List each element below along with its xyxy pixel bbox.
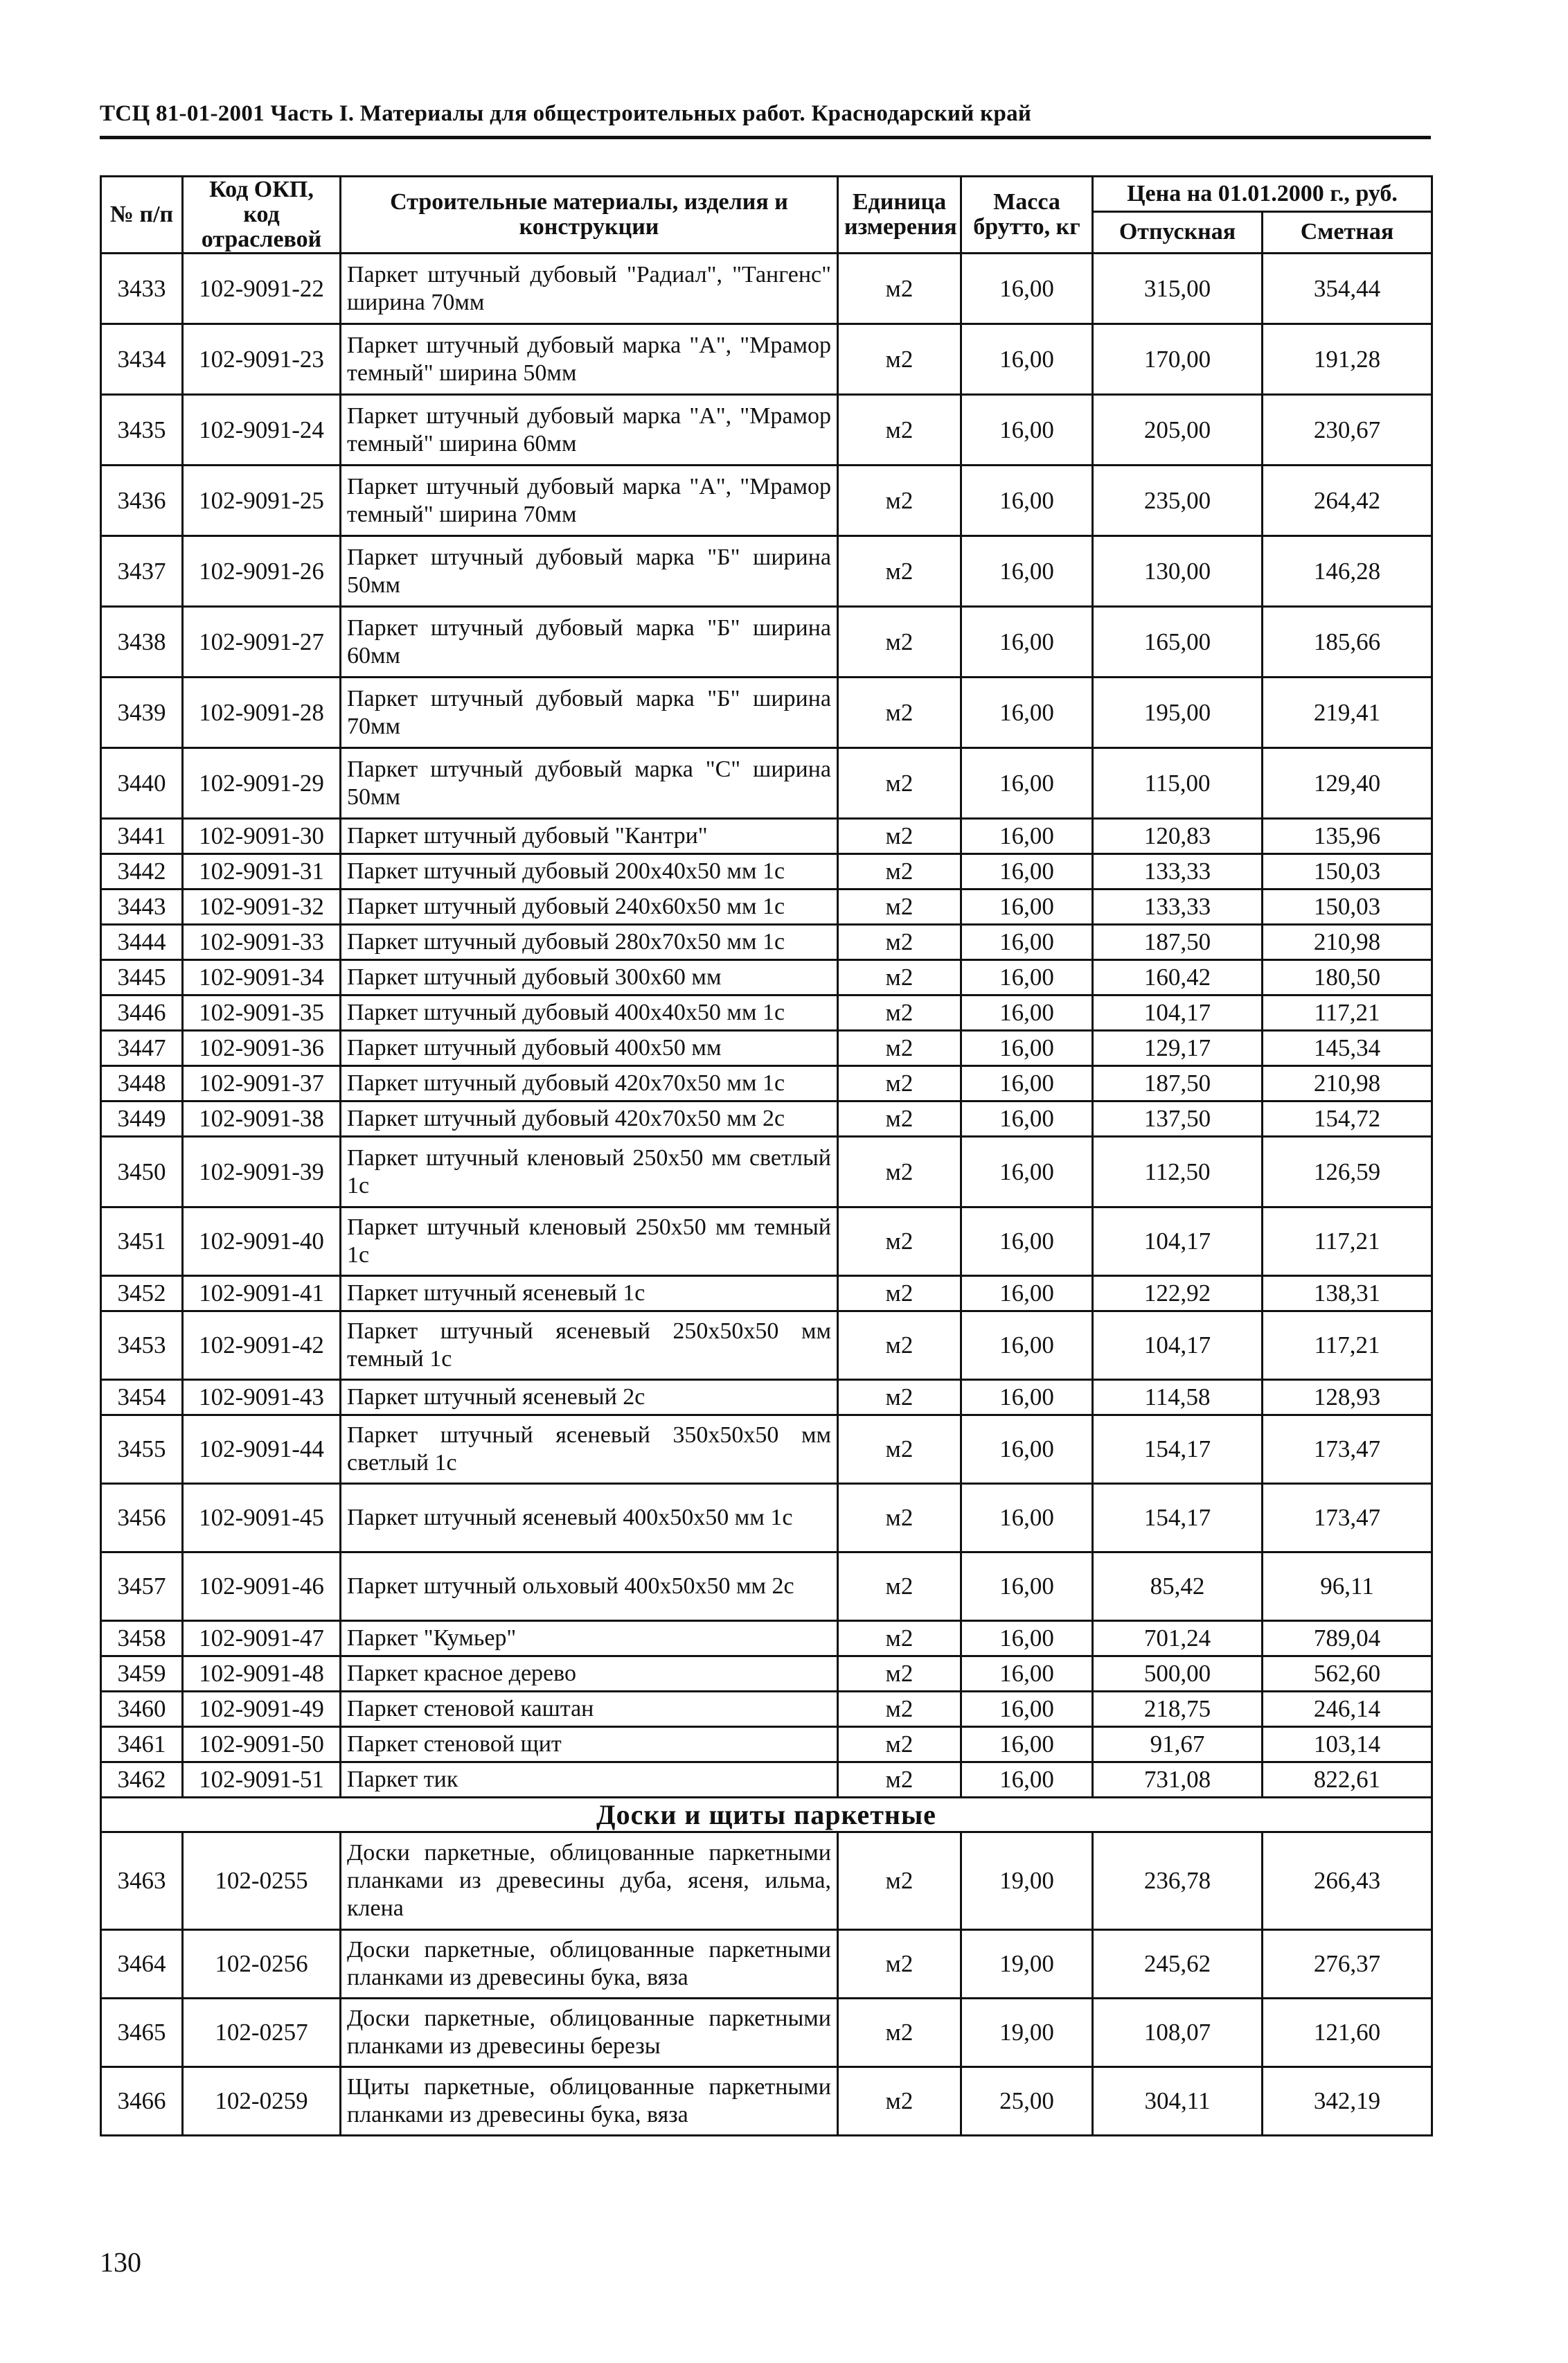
row-num: 3446 [101, 995, 183, 1031]
table-row [101, 1276, 1432, 1311]
row-price-estimate: 822,61 [1263, 1762, 1432, 1798]
row-name: Доски паркетные, облицованные паркетными планками из древесины дуба, ясеня, ильма, клена [341, 1832, 838, 1930]
row-price-estimate: 264,42 [1263, 466, 1432, 536]
table-row [101, 1552, 1432, 1621]
table-row [101, 1832, 1432, 1930]
row-unit: м2 [838, 1311, 961, 1380]
row-mass: 16,00 [961, 1066, 1093, 1101]
table-row [101, 1415, 1432, 1484]
row-name: Паркет штучный дубовый 300х60 мм [341, 960, 838, 995]
row-mass: 16,00 [961, 1031, 1093, 1066]
row-mass: 16,00 [961, 1380, 1093, 1415]
row-unit: м2 [838, 1930, 961, 1999]
row-num: 3441 [101, 819, 183, 854]
row-name: Паркет штучный ясеневый 1с [341, 1276, 838, 1311]
page-header-title: ТСЦ 81-01-2001 Часть I. Материалы для общестроительных работ. Краснодарский край [100, 101, 1032, 126]
row-num: 3466 [101, 2067, 183, 2136]
row-name: Паркет штучный дубовый марка "А", "Мрамор темный" ширина 50мм [341, 324, 838, 395]
row-num: 3448 [101, 1066, 183, 1101]
row-num: 3456 [101, 1484, 183, 1552]
row-price-release: 236,78 [1093, 1832, 1263, 1930]
row-num: 3449 [101, 1101, 183, 1137]
row-unit: м2 [838, 678, 961, 748]
row-unit: м2 [838, 1276, 961, 1311]
row-mass: 16,00 [961, 925, 1093, 960]
row-num: 3458 [101, 1621, 183, 1656]
row-code: 102-9091-33 [183, 925, 341, 960]
row-price-release: 170,00 [1093, 324, 1263, 395]
page-number: 130 [100, 2247, 141, 2278]
row-num: 3457 [101, 1552, 183, 1621]
col-header-name: Строительные материалы, изделия и конструкции [341, 177, 838, 254]
row-mass: 16,00 [961, 254, 1093, 324]
row-price-estimate: 562,60 [1263, 1656, 1432, 1692]
row-num: 3453 [101, 1311, 183, 1380]
table-row [101, 1727, 1432, 1762]
row-price-estimate: 138,31 [1263, 1276, 1432, 1311]
row-price-release: 154,17 [1093, 1415, 1263, 1484]
row-price-release: 304,11 [1093, 2067, 1263, 2136]
row-code: 102-9091-41 [183, 1276, 341, 1311]
row-code: 102-9091-51 [183, 1762, 341, 1798]
row-price-estimate: 135,96 [1263, 819, 1432, 854]
table-header-row [101, 177, 1432, 212]
row-unit: м2 [838, 1999, 961, 2067]
row-price-release: 235,00 [1093, 466, 1263, 536]
row-num: 3459 [101, 1656, 183, 1692]
row-price-release: 91,67 [1093, 1727, 1263, 1762]
row-num: 3439 [101, 678, 183, 748]
row-price-release: 137,50 [1093, 1101, 1263, 1137]
col-header-mass: Масса брутто, кг [961, 177, 1093, 254]
row-num: 3435 [101, 395, 183, 466]
row-price-release: 160,42 [1093, 960, 1263, 995]
row-unit: м2 [838, 466, 961, 536]
row-num: 3450 [101, 1137, 183, 1207]
row-mass: 16,00 [961, 1656, 1093, 1692]
row-price-estimate: 191,28 [1263, 324, 1432, 395]
row-mass: 16,00 [961, 395, 1093, 466]
row-unit: м2 [838, 960, 961, 995]
row-num: 3452 [101, 1276, 183, 1311]
row-code: 102-9091-27 [183, 607, 341, 678]
table-row [101, 395, 1432, 466]
row-name: Паркет штучный дубовый "Радиал", "Тангенс" ширина 70мм [341, 254, 838, 324]
table-row [101, 854, 1432, 890]
row-price-estimate: 180,50 [1263, 960, 1432, 995]
row-mass: 16,00 [961, 1552, 1093, 1621]
row-mass: 16,00 [961, 1762, 1093, 1798]
row-name: Паркет штучный ясеневый 250х50х50 мм темный 1с [341, 1311, 838, 1380]
row-unit: м2 [838, 1207, 961, 1276]
table-row [101, 1692, 1432, 1727]
row-name: Паркет штучный дубовый марка "Б" ширина 70мм [341, 678, 838, 748]
row-price-release: 731,08 [1093, 1762, 1263, 1798]
table-row [101, 1762, 1432, 1798]
row-name: Паркет стеновой каштан [341, 1692, 838, 1727]
col-header-price-estimate: Сметная [1263, 211, 1432, 253]
row-price-estimate: 154,72 [1263, 1101, 1432, 1137]
table-row [101, 1207, 1432, 1276]
row-code: 102-9091-50 [183, 1727, 341, 1762]
row-code: 102-9091-43 [183, 1380, 341, 1415]
row-num: 3440 [101, 748, 183, 819]
row-num: 3436 [101, 466, 183, 536]
row-name: Паркет штучный дубовый марка "Б" ширина 50мм [341, 536, 838, 607]
table-row [101, 890, 1432, 925]
row-code: 102-9091-23 [183, 324, 341, 395]
row-price-estimate: 266,43 [1263, 1832, 1432, 1930]
row-num: 3442 [101, 854, 183, 890]
section-title: Доски и щиты паркетные [101, 1798, 1432, 1832]
row-price-estimate: 219,41 [1263, 678, 1432, 748]
row-num: 3454 [101, 1380, 183, 1415]
row-mass: 16,00 [961, 466, 1093, 536]
row-name: Паркет штучный кленовый 250х50 мм темный 1с [341, 1207, 838, 1276]
row-num: 3445 [101, 960, 183, 995]
row-name: Паркет красное дерево [341, 1656, 838, 1692]
row-num: 3460 [101, 1692, 183, 1727]
row-name: Доски паркетные, облицованные паркетными планками из древесины бука, вяза [341, 1930, 838, 1999]
table-row [101, 1656, 1432, 1692]
row-code: 102-9091-40 [183, 1207, 341, 1276]
row-mass: 19,00 [961, 1999, 1093, 2067]
row-code: 102-9091-30 [183, 819, 341, 854]
row-code: 102-9091-49 [183, 1692, 341, 1727]
row-unit: м2 [838, 925, 961, 960]
table-row [101, 324, 1432, 395]
row-mass: 25,00 [961, 2067, 1093, 2136]
row-price-estimate: 276,37 [1263, 1930, 1432, 1999]
col-header-price-release: Отпускная [1093, 211, 1263, 253]
row-name: Паркет штучный кленовый 250х50 мм светлый 1с [341, 1137, 838, 1207]
materials-price-table [100, 175, 1433, 2136]
row-name: Паркет штучный ясеневый 2с [341, 1380, 838, 1415]
row-price-estimate: 789,04 [1263, 1621, 1432, 1656]
row-code: 102-9091-42 [183, 1311, 341, 1380]
row-mass: 16,00 [961, 1484, 1093, 1552]
row-code: 102-9091-47 [183, 1621, 341, 1656]
row-num: 3447 [101, 1031, 183, 1066]
col-header-unit: Единица измерения [838, 177, 961, 254]
row-price-release: 112,50 [1093, 1137, 1263, 1207]
row-unit: м2 [838, 748, 961, 819]
row-price-release: 108,07 [1093, 1999, 1263, 2067]
row-code: 102-0256 [183, 1930, 341, 1999]
row-mass: 16,00 [961, 678, 1093, 748]
row-mass: 16,00 [961, 1727, 1093, 1762]
row-unit: м2 [838, 1101, 961, 1137]
table-row [101, 1380, 1432, 1415]
row-num: 3463 [101, 1832, 183, 1930]
row-num: 3464 [101, 1930, 183, 1999]
row-price-release: 115,00 [1093, 748, 1263, 819]
row-mass: 16,00 [961, 1101, 1093, 1137]
row-code: 102-9091-44 [183, 1415, 341, 1484]
row-unit: м2 [838, 1031, 961, 1066]
row-price-release: 187,50 [1093, 1066, 1263, 1101]
header-rule [100, 136, 1431, 139]
row-code: 102-9091-31 [183, 854, 341, 890]
table-row [101, 254, 1432, 324]
row-mass: 16,00 [961, 1415, 1093, 1484]
row-price-release: 315,00 [1093, 254, 1263, 324]
row-code: 102-9091-48 [183, 1656, 341, 1692]
row-unit: м2 [838, 1415, 961, 1484]
row-unit: м2 [838, 395, 961, 466]
table-row [101, 995, 1432, 1031]
row-num: 3437 [101, 536, 183, 607]
row-code: 102-0257 [183, 1999, 341, 2067]
row-price-estimate: 150,03 [1263, 854, 1432, 890]
row-unit: м2 [838, 1692, 961, 1727]
table-row [101, 2067, 1432, 2136]
row-name: Паркет штучный дубовый 280х70х50 мм 1с [341, 925, 838, 960]
row-unit: м2 [838, 1832, 961, 1930]
row-name: Паркет тик [341, 1762, 838, 1798]
table-row [101, 1311, 1432, 1380]
row-price-estimate: 117,21 [1263, 995, 1432, 1031]
row-mass: 16,00 [961, 854, 1093, 890]
row-price-release: 218,75 [1093, 1692, 1263, 1727]
row-price-estimate: 117,21 [1263, 1207, 1432, 1276]
row-name: Паркет "Кумьер" [341, 1621, 838, 1656]
row-code: 102-9091-46 [183, 1552, 341, 1621]
row-code: 102-9091-45 [183, 1484, 341, 1552]
row-mass: 16,00 [961, 819, 1093, 854]
row-price-release: 245,62 [1093, 1930, 1263, 1999]
row-name: Щиты паркетные, облицованные паркетными планками из древесины бука, вяза [341, 2067, 838, 2136]
row-mass: 19,00 [961, 1930, 1093, 1999]
row-mass: 16,00 [961, 1137, 1093, 1207]
row-unit: м2 [838, 854, 961, 890]
table-row [101, 1999, 1432, 2067]
row-price-estimate: 145,34 [1263, 1031, 1432, 1066]
table-row [101, 1137, 1432, 1207]
row-price-estimate: 354,44 [1263, 254, 1432, 324]
row-mass: 16,00 [961, 536, 1093, 607]
row-code: 102-9091-37 [183, 1066, 341, 1101]
row-mass: 16,00 [961, 324, 1093, 395]
row-unit: м2 [838, 607, 961, 678]
row-price-release: 154,17 [1093, 1484, 1263, 1552]
row-price-estimate: 342,19 [1263, 2067, 1432, 2136]
table-row [101, 960, 1432, 995]
row-name: Паркет штучный дубовый марка "А", "Мрамор темный" ширина 70мм [341, 466, 838, 536]
col-header-code: Код ОКП, код отраслевой [183, 177, 341, 254]
row-price-estimate: 146,28 [1263, 536, 1432, 607]
row-price-release: 130,00 [1093, 536, 1263, 607]
table-row [101, 607, 1432, 678]
row-num: 3462 [101, 1762, 183, 1798]
row-mass: 16,00 [961, 890, 1093, 925]
row-price-release: 133,33 [1093, 854, 1263, 890]
row-unit: м2 [838, 1727, 961, 1762]
row-num: 3451 [101, 1207, 183, 1276]
row-price-release: 120,83 [1093, 819, 1263, 854]
row-name: Паркет штучный ясеневый 400х50х50 мм 1с [341, 1484, 838, 1552]
row-mass: 16,00 [961, 1311, 1093, 1380]
row-code: 102-9091-35 [183, 995, 341, 1031]
row-name: Паркет штучный дубовый 400х40х50 мм 1с [341, 995, 838, 1031]
row-price-estimate: 150,03 [1263, 890, 1432, 925]
table-row [101, 925, 1432, 960]
row-num: 3433 [101, 254, 183, 324]
row-name: Паркет штучный дубовый 240х60х50 мм 1с [341, 890, 838, 925]
row-num: 3455 [101, 1415, 183, 1484]
row-unit: м2 [838, 890, 961, 925]
row-price-estimate: 103,14 [1263, 1727, 1432, 1762]
row-mass: 16,00 [961, 960, 1093, 995]
row-price-release: 205,00 [1093, 395, 1263, 466]
table-row [101, 748, 1432, 819]
table-row [101, 1930, 1432, 1999]
row-code: 102-9091-39 [183, 1137, 341, 1207]
row-unit: м2 [838, 536, 961, 607]
row-price-release: 701,24 [1093, 1621, 1263, 1656]
table-row [101, 466, 1432, 536]
row-num: 3444 [101, 925, 183, 960]
row-name: Паркет стеновой щит [341, 1727, 838, 1762]
row-code: 102-9091-25 [183, 466, 341, 536]
row-unit: м2 [838, 1137, 961, 1207]
row-price-estimate: 126,59 [1263, 1137, 1432, 1207]
row-name: Паркет штучный дубовый 420х70х50 мм 1с [341, 1066, 838, 1101]
col-header-price-group: Цена на 01.01.2000 г., руб. [1093, 177, 1432, 212]
table-row [101, 1621, 1432, 1656]
row-price-release: 133,33 [1093, 890, 1263, 925]
row-unit: м2 [838, 1066, 961, 1101]
row-price-release: 104,17 [1093, 1207, 1263, 1276]
row-mass: 16,00 [961, 607, 1093, 678]
row-num: 3443 [101, 890, 183, 925]
row-name: Паркет штучный ясеневый 350х50х50 мм светлый 1с [341, 1415, 838, 1484]
row-price-estimate: 246,14 [1263, 1692, 1432, 1727]
row-name: Доски паркетные, облицованные паркетными планками из древесины березы [341, 1999, 838, 2067]
row-price-estimate: 210,98 [1263, 1066, 1432, 1101]
row-mass: 19,00 [961, 1832, 1093, 1930]
row-mass: 16,00 [961, 1692, 1093, 1727]
row-code: 102-9091-36 [183, 1031, 341, 1066]
row-unit: м2 [838, 819, 961, 854]
row-num: 3434 [101, 324, 183, 395]
table-row [101, 819, 1432, 854]
row-unit: м2 [838, 995, 961, 1031]
row-unit: м2 [838, 254, 961, 324]
table-row [101, 1031, 1432, 1066]
row-unit: м2 [838, 2067, 961, 2136]
row-mass: 16,00 [961, 748, 1093, 819]
row-price-estimate: 230,67 [1263, 395, 1432, 466]
row-price-estimate: 173,47 [1263, 1415, 1432, 1484]
row-code: 102-9091-29 [183, 748, 341, 819]
row-price-release: 187,50 [1093, 925, 1263, 960]
section-header-row [101, 1798, 1432, 1832]
table-row [101, 678, 1432, 748]
row-price-estimate: 129,40 [1263, 748, 1432, 819]
row-mass: 16,00 [961, 1207, 1093, 1276]
row-unit: м2 [838, 1552, 961, 1621]
row-code: 102-0255 [183, 1832, 341, 1930]
row-code: 102-9091-24 [183, 395, 341, 466]
row-price-estimate: 117,21 [1263, 1311, 1432, 1380]
row-price-release: 500,00 [1093, 1656, 1263, 1692]
row-price-release: 85,42 [1093, 1552, 1263, 1621]
table-row [101, 1101, 1432, 1137]
row-price-release: 195,00 [1093, 678, 1263, 748]
row-price-release: 129,17 [1093, 1031, 1263, 1066]
row-price-release: 122,92 [1093, 1276, 1263, 1311]
row-code: 102-9091-38 [183, 1101, 341, 1137]
row-unit: м2 [838, 1621, 961, 1656]
row-price-release: 104,17 [1093, 1311, 1263, 1380]
row-price-estimate: 96,11 [1263, 1552, 1432, 1621]
row-mass: 16,00 [961, 995, 1093, 1031]
row-unit: м2 [838, 1484, 961, 1552]
row-code: 102-9091-28 [183, 678, 341, 748]
row-price-estimate: 128,93 [1263, 1380, 1432, 1415]
row-name: Паркет штучный ольховый 400х50х50 мм 2с [341, 1552, 838, 1621]
row-name: Паркет штучный дубовый марка "А", "Мрамор темный" ширина 60мм [341, 395, 838, 466]
row-price-release: 114,58 [1093, 1380, 1263, 1415]
row-code: 102-9091-32 [183, 890, 341, 925]
row-price-estimate: 173,47 [1263, 1484, 1432, 1552]
row-mass: 16,00 [961, 1276, 1093, 1311]
table-row [101, 536, 1432, 607]
row-num: 3465 [101, 1999, 183, 2067]
row-code: 102-9091-34 [183, 960, 341, 995]
row-code: 102-0259 [183, 2067, 341, 2136]
row-price-estimate: 210,98 [1263, 925, 1432, 960]
row-name: Паркет штучный дубовый марка "Б" ширина 60мм [341, 607, 838, 678]
row-name: Паркет штучный дубовый 400х50 мм [341, 1031, 838, 1066]
row-price-release: 104,17 [1093, 995, 1263, 1031]
table-row [101, 1484, 1432, 1552]
row-price-estimate: 185,66 [1263, 607, 1432, 678]
row-price-release: 165,00 [1093, 607, 1263, 678]
row-name: Паркет штучный дубовый "Кантри" [341, 819, 838, 854]
row-mass: 16,00 [961, 1621, 1093, 1656]
row-num: 3438 [101, 607, 183, 678]
row-name: Паркет штучный дубовый марка "С" ширина 50мм [341, 748, 838, 819]
row-name: Паркет штучный дубовый 420х70х50 мм 2с [341, 1101, 838, 1137]
col-header-num: № п/п [101, 177, 183, 254]
table-row [101, 1066, 1432, 1101]
table-body [101, 254, 1432, 2136]
row-name: Паркет штучный дубовый 200х40х50 мм 1с [341, 854, 838, 890]
row-unit: м2 [838, 1762, 961, 1798]
row-code: 102-9091-22 [183, 254, 341, 324]
row-unit: м2 [838, 1656, 961, 1692]
row-unit: м2 [838, 324, 961, 395]
row-unit: м2 [838, 1380, 961, 1415]
row-price-estimate: 121,60 [1263, 1999, 1432, 2067]
row-num: 3461 [101, 1727, 183, 1762]
row-code: 102-9091-26 [183, 536, 341, 607]
